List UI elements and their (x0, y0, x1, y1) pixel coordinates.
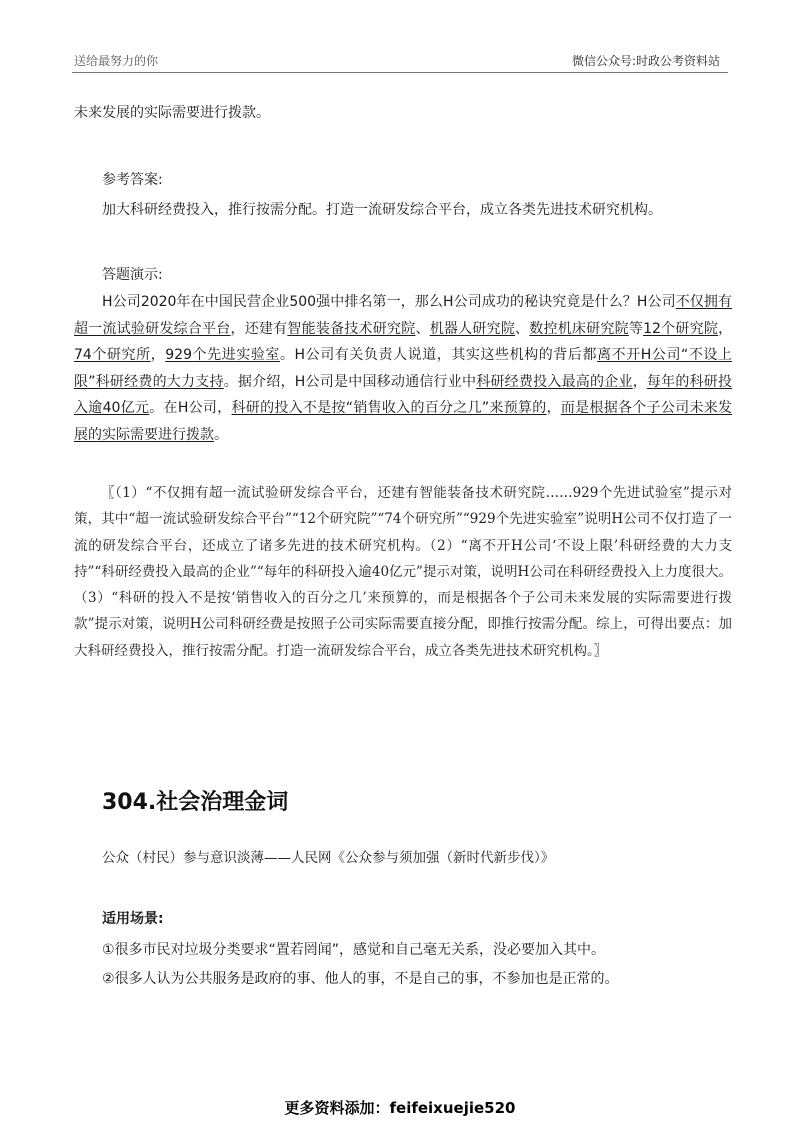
scene-item: ②很多人认为公共服务是政府的事、他人的事，不是自己的事，不参加也是正常的。 (102, 971, 619, 987)
text-segment: ， (150, 347, 166, 363)
underlined-phrase: 科研经费投入最高的企业 (476, 373, 633, 390)
footer-contact: 更多资料添加：feifeixuejie520 (284, 1099, 516, 1117)
underlined-phrase: 机器人研究院 (429, 320, 516, 337)
header-right-text: 微信公众号:时政公考资料站 (571, 54, 720, 68)
scene-item: ①很多市民对垃圾分类要求“置若罔闻”，感觉和自己毫无关系，没必要加入其中。 (102, 942, 606, 958)
underlined-phrase: 12个研究院 (643, 320, 719, 337)
underlined-phrase: 而是根据各个子公司未来发展的实际需要进行拨款 (74, 400, 733, 443)
header-divider (72, 72, 728, 73)
answer-text: 加大科研经费投入，推行按需分配。打造一流研发综合平台，成立各类先进技术研究机构。 (102, 202, 662, 218)
scenes-label: 适用场景: (102, 911, 164, 927)
text-segment: ， (546, 400, 561, 416)
text-segment: ，还建有 (230, 320, 288, 337)
underlined-phrase: 科研的投入不是按“销售收入的百分之几”来预算的 (231, 400, 547, 416)
demo-label: 答题演示: (102, 267, 163, 283)
continuation-text: 未来发展的实际需要进行拨款。 (74, 105, 270, 121)
text-segment: H公司2020年在中国民营企业500强中排名第一，那么H公司成功的秘诀究竟是什么？H公司 (102, 294, 676, 310)
text-segment: 、 (515, 320, 530, 337)
text-segment: 。 (214, 426, 228, 443)
underlined-phrase: 数控机床研究院 (529, 320, 629, 337)
analysis-paragraph: 〖（1）“不仅拥有超一流试验研发综合平台，还建有智能装备技术研究院……929个先进试验室”提示对策，其中“超一流试验研发综合平台”“12个研究院”“74个研究所”“929个先进实验室”说明H公司不仅打造了一流的研发综合平台，还成立了诸多先进的技术研究机构。（2）“离不开H公司‘不设上限’科研经费的大力支持”“科研经费投入最高的企业”“每年的科研投入逾40亿元”提示对策，说明H公司在科研经费投入上力度很大。（3）“科研的投入不是按‘销售收入的百分之几’来预算的，而是根据各个子公司未来发展的实际需要进行拨款”提示对策，说明H公司科研经费是按照子公司实际需要直接分配，即推行按需分配。综上，可得出要点：加大科研经费投入，推行按需分配。打造一流研发综合平台，成立各类先进技术研究机构。〗 (74, 485, 732, 659)
section-title: 304.社会治理金词 (102, 790, 289, 815)
text-segment: ， (718, 320, 733, 337)
text-segment: 等 (628, 320, 644, 337)
underlined-phrase: 74个研究所 (74, 347, 151, 363)
underlined-phrase: 每年的科研投入逾40亿元 (74, 373, 733, 416)
underlined-phrase: 离不开H公司“不设上限”科研经费的大力支持 (74, 347, 732, 390)
header-left-text: 送给最努力的你 (74, 54, 159, 68)
section-source: 公众（村民）参与意识淡薄——人民网《公众参与须加强（新时代新步伐）》 (102, 850, 555, 866)
text-segment: ， (632, 373, 647, 390)
text-segment: 。据介绍，H公司是中国移动通信行业中 (223, 373, 477, 390)
underlined-phrase: 929个先进实验室 (165, 347, 280, 363)
underlined-phrase: 智能装备技术研究院 (287, 320, 416, 337)
underlined-phrase: 不仅拥有超一流试验研发综合平台 (74, 294, 732, 337)
answer-label: 参考答案: (102, 172, 163, 188)
text-segment: 、 (415, 320, 430, 337)
demo-paragraph (74, 289, 732, 448)
text-segment: 。H公司有关负责人说道，其实这些机构的背后都 (279, 347, 598, 363)
text-segment: 。在H公司， (149, 400, 232, 416)
